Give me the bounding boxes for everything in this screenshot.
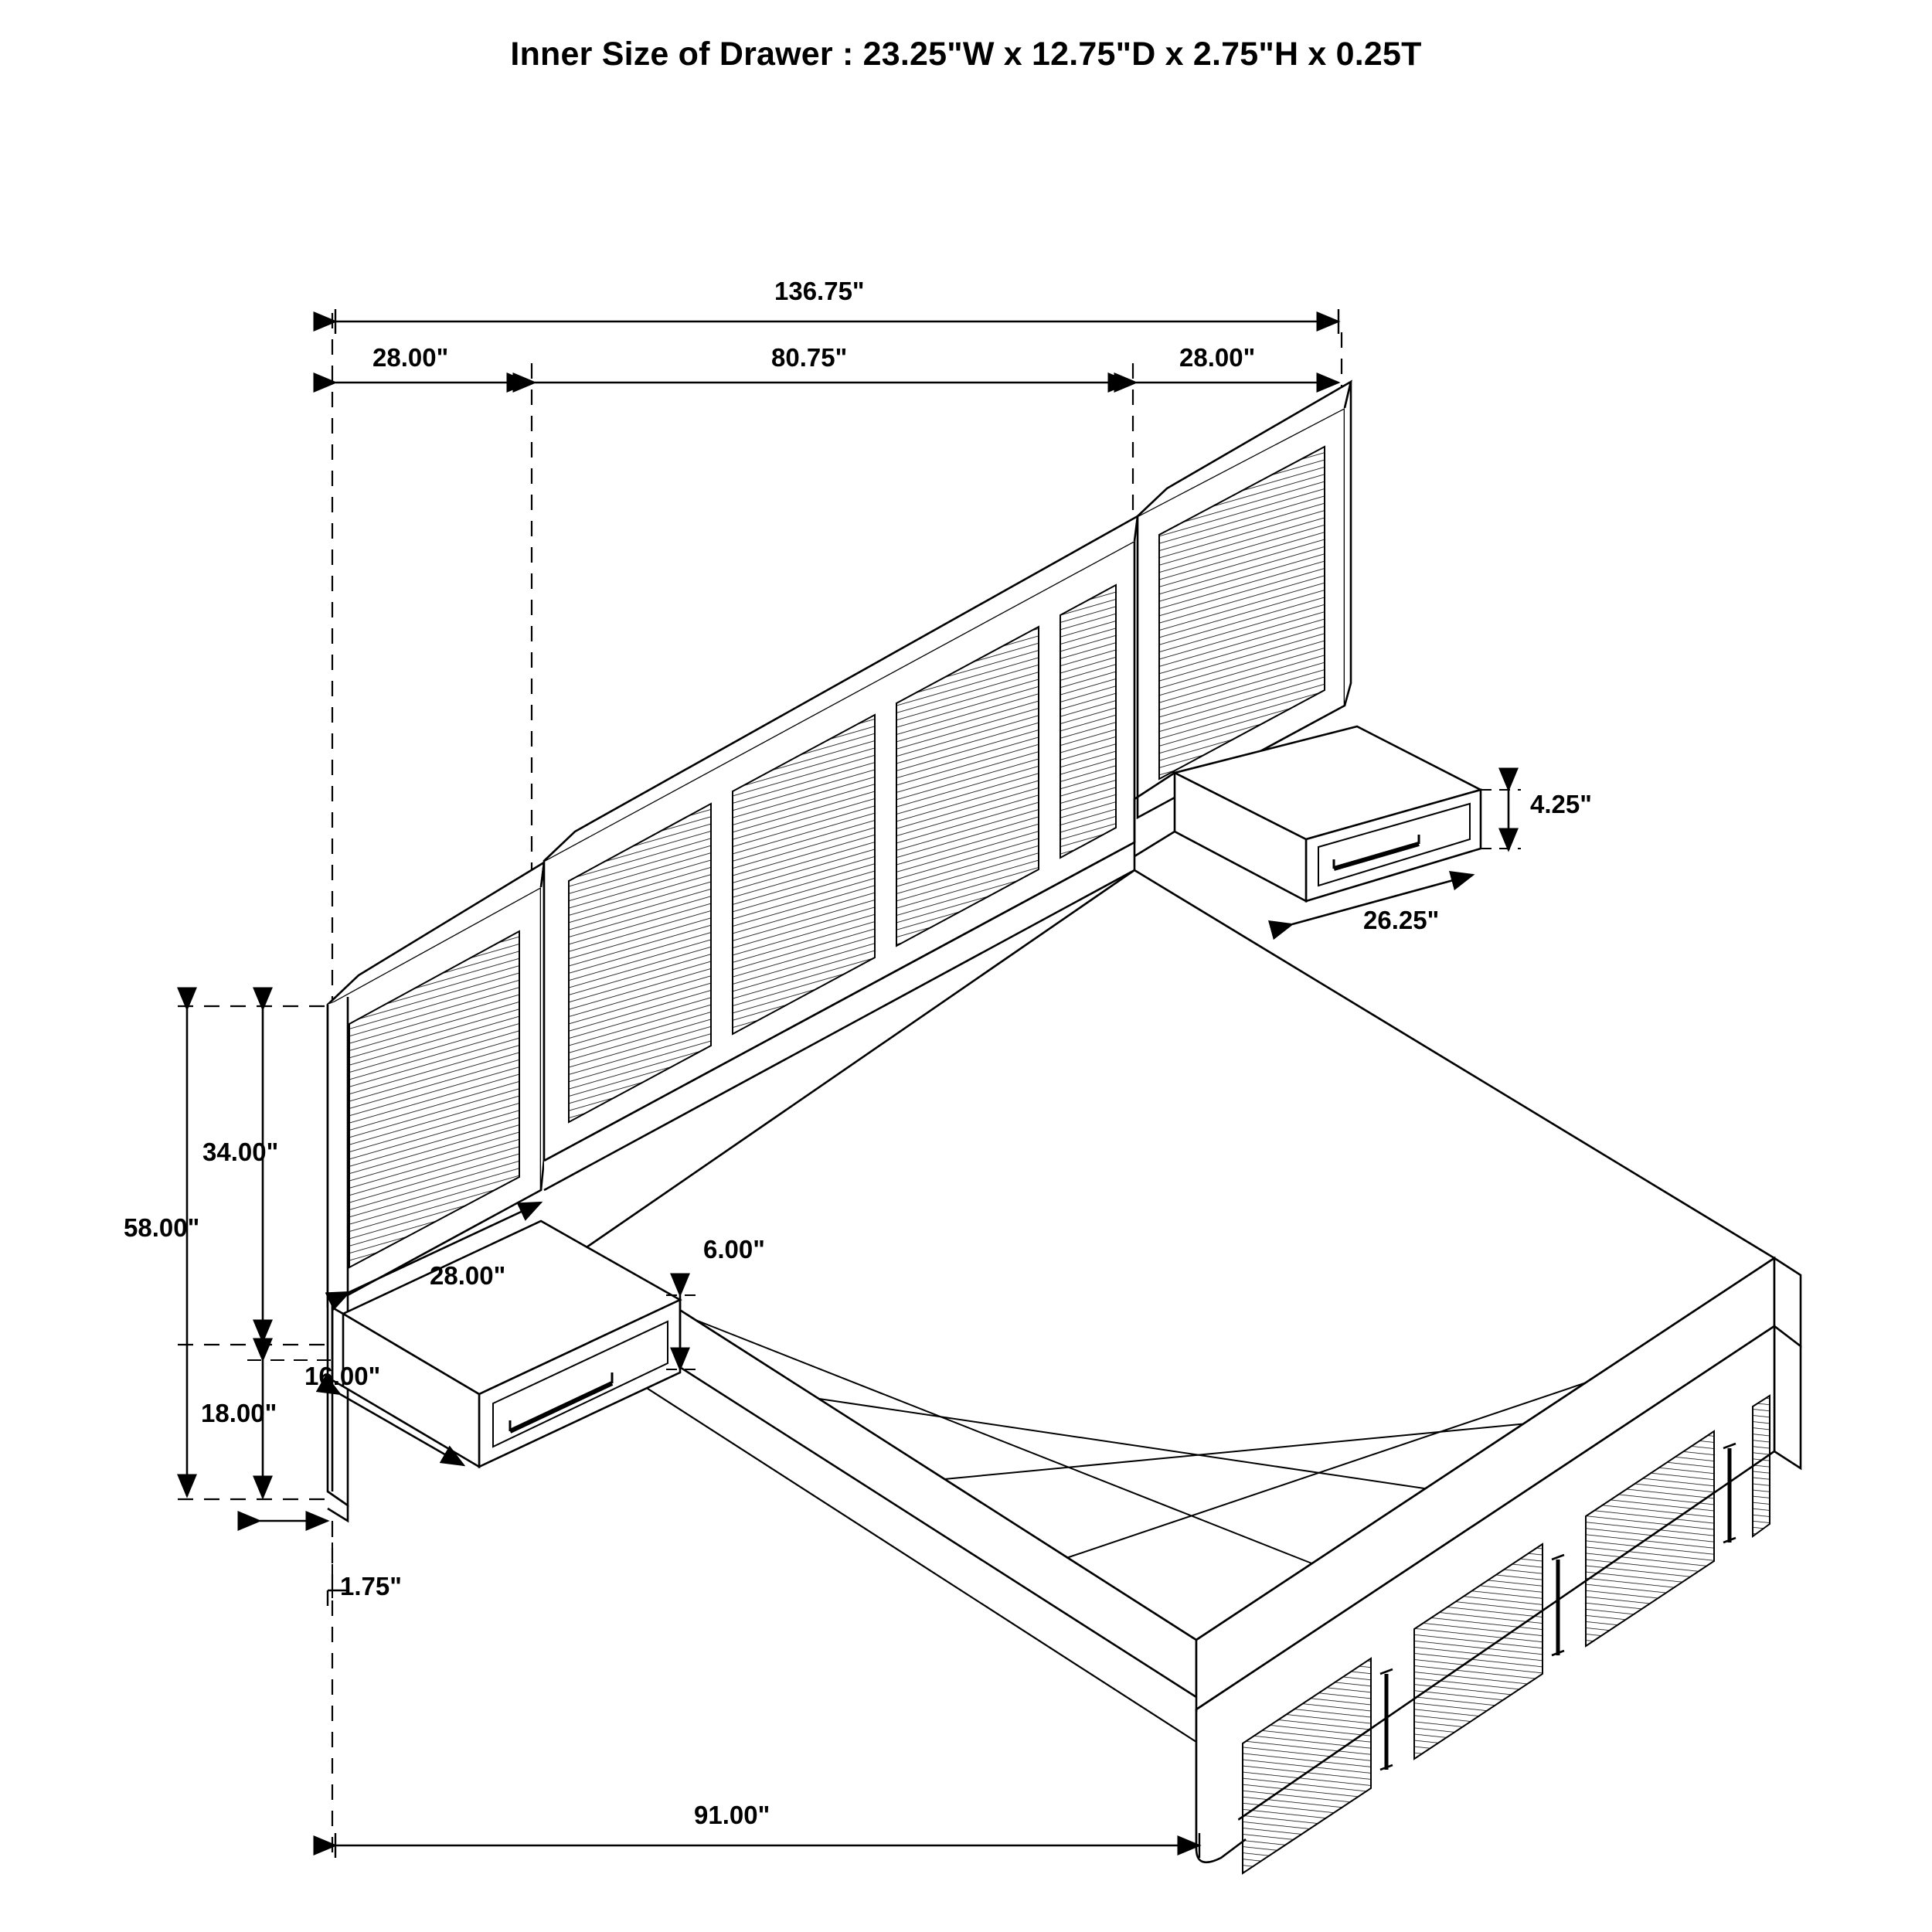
dim-left-nightstand-width: 28.00" bbox=[430, 1261, 506, 1290]
dim-overall-width: 136.75" bbox=[774, 277, 865, 305]
dim-right-nightstand-drawer-height: 4.25" bbox=[1530, 790, 1592, 818]
dim-overall-height: 58.00" bbox=[124, 1213, 200, 1242]
page-title: Inner Size of Drawer : 23.25"W x 12.75"D x 2.75"H x 0.25T bbox=[510, 36, 1422, 73]
dim-base-clearance: 1.75" bbox=[340, 1572, 402, 1600]
dim-right-nightstand-depth: 26.25" bbox=[1363, 906, 1440, 934]
dim-right-panel-width: 28.00" bbox=[1179, 343, 1256, 372]
dim-deck-height: 18.00" bbox=[201, 1399, 277, 1427]
dim-overall-depth: 91.00" bbox=[694, 1801, 770, 1829]
dim-left-panel-width: 28.00" bbox=[372, 343, 449, 372]
dim-headboard-panel-height: 34.00" bbox=[202, 1138, 279, 1166]
dim-center-panel-width: 80.75" bbox=[771, 343, 848, 372]
dim-left-nightstand-drawer-height: 6.00" bbox=[703, 1235, 765, 1264]
dim-left-nightstand-depth: 16.00" bbox=[304, 1362, 381, 1390]
